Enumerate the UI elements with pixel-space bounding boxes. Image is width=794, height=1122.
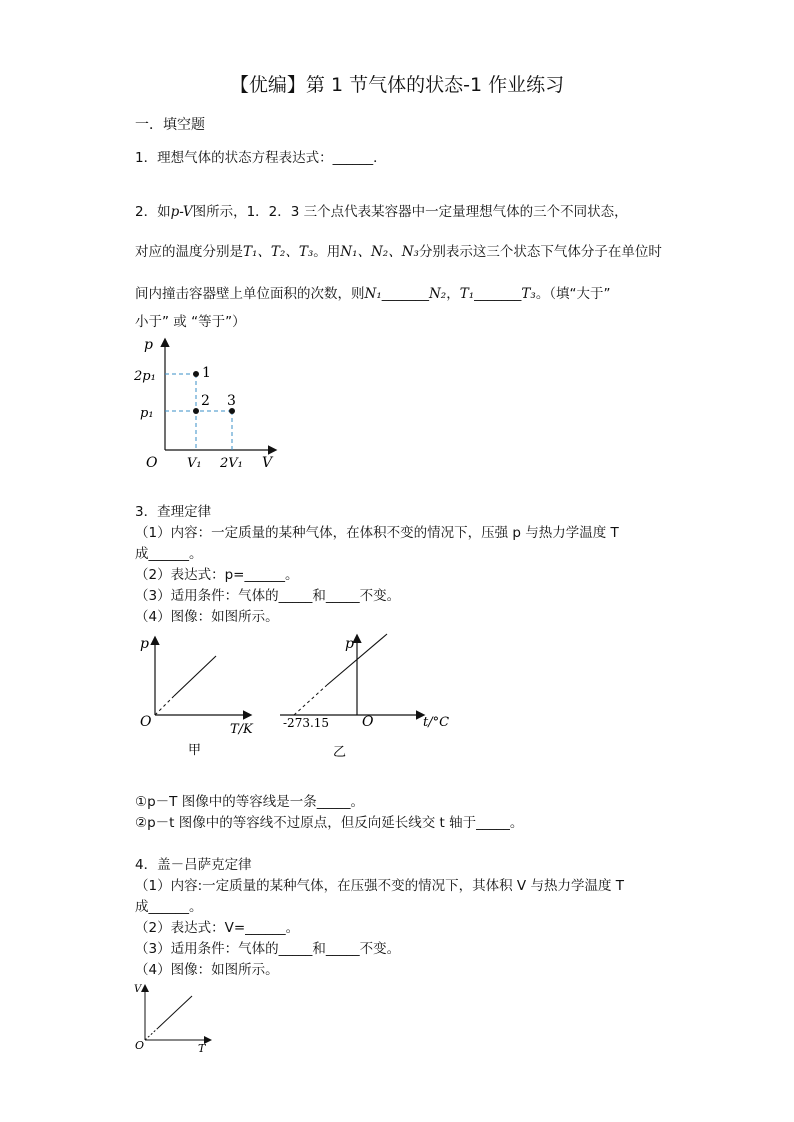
n1-symbol: N₁: [364, 286, 382, 302]
x-axis-label: T: [198, 1042, 206, 1055]
state-point: [193, 371, 199, 377]
isochore-line: [174, 656, 216, 696]
x-axis-label: T/K: [230, 722, 253, 737]
q2-text: 分别表示这三个状态下气体分子在单位时: [418, 244, 662, 260]
question-4-line: （4）图像：如图所示。: [135, 962, 279, 978]
graph-caption: 乙: [333, 745, 347, 760]
x-axis-label: t/°C: [423, 715, 450, 730]
y-tick-label: p₁: [140, 406, 154, 421]
question-4-line: （2）表达式：V=______。: [135, 920, 300, 936]
question-2-line-4: 小于” 或 “等于”）: [135, 314, 246, 330]
question-3-line: （3）适用条件：气体的_____和_____不变。: [135, 588, 401, 604]
pv-symbol: p-V: [170, 204, 193, 220]
pv-graph: [130, 335, 290, 475]
answer-blank: _______: [381, 286, 429, 302]
question-4-line: （1）内容:一定质量的某种气体，在压强不变的情况下，其体积 V 与热力学温度 T: [135, 878, 624, 894]
page-title: 【优编】第 1 节气体的状态-1 作业练习: [229, 74, 565, 96]
t3-symbol: T₃: [521, 286, 536, 302]
x-tick-label: V₁: [187, 456, 202, 471]
y-axis-label: p: [345, 636, 354, 652]
q2-text: 。（填“大于”: [535, 286, 611, 302]
n2-symbol: N₂: [428, 286, 447, 302]
intercept-label: -273.15: [283, 716, 330, 730]
question-3-conclusion: ①p－T 图像中的等容线是一条_____。: [135, 794, 364, 810]
section-heading: 一．填空题: [135, 117, 205, 133]
extension-dashed-line: [294, 685, 327, 715]
answer-blank: _______: [474, 286, 522, 302]
question-4-line: 成______。: [135, 899, 203, 915]
q2-text: 对应的温度分别是: [135, 244, 243, 260]
q2-text: 图所示，1．2．3 三个点代表某容器中一定量理想气体的三个不同状态，: [192, 204, 628, 220]
point-label: 2: [201, 393, 210, 409]
pt-graph: [130, 630, 270, 760]
n-symbols: N₁、N₂、N₃: [340, 244, 419, 260]
question-2-line-3: [135, 282, 611, 302]
question-3-line: （4）图像：如图所示。: [135, 609, 279, 625]
y-tick-label: 2p₁: [134, 369, 156, 384]
origin-label: O: [362, 714, 374, 730]
isobar-line: [158, 996, 192, 1028]
origin-label: O: [140, 714, 152, 730]
question-3-line: （2）表达式：p=______。: [135, 567, 299, 583]
x-tick-label: 2V₁: [220, 456, 243, 471]
q2-text: 。用: [313, 244, 341, 260]
y-axis-label: p: [144, 337, 153, 353]
extension-dashed-line: [145, 1028, 158, 1040]
question-3-line: 成______。: [135, 546, 203, 562]
y-axis-label: V: [134, 984, 142, 995]
origin-label: O: [135, 1039, 145, 1052]
q2-text: 间内撞击容器壁上单位面积的次数，则: [135, 286, 365, 302]
question-4-title: 4．盖－吕萨克定律: [135, 857, 252, 873]
t1-symbol: T₁: [459, 286, 475, 302]
question-3-conclusion: ②p－t 图像中的等容线不过原点，但反向延长线交 t 轴于_____。: [135, 815, 524, 831]
point-label: 3: [227, 393, 236, 409]
origin-label: O: [146, 455, 158, 471]
vt-graph: [130, 980, 220, 1055]
q2-separator: ，: [446, 286, 460, 302]
question-3-line: （1）内容：一定质量的某种气体，在体积不变的情况下，压强 p 与热力学温度 T: [135, 525, 619, 541]
state-point: [193, 408, 199, 414]
q2-text: 2．如: [135, 204, 171, 220]
question-4-line: （3）适用条件：气体的_____和_____不变。: [135, 941, 401, 957]
question-3-title: 3．查理定律: [135, 504, 212, 520]
pt-celsius-graph: [275, 630, 465, 765]
x-axis-label: V: [262, 455, 273, 471]
question-2-line-2: [135, 240, 662, 260]
extension-dashed-line: [155, 696, 174, 715]
question-1: 1．理想气体的状态方程表达式：______．: [135, 150, 387, 166]
graph-caption: 甲: [188, 743, 202, 758]
point-label: 1: [202, 365, 211, 381]
question-2-line-1: [135, 200, 628, 220]
temperature-symbols: T₁、T₂、T₃: [243, 244, 314, 260]
y-axis-label: p: [140, 636, 149, 652]
